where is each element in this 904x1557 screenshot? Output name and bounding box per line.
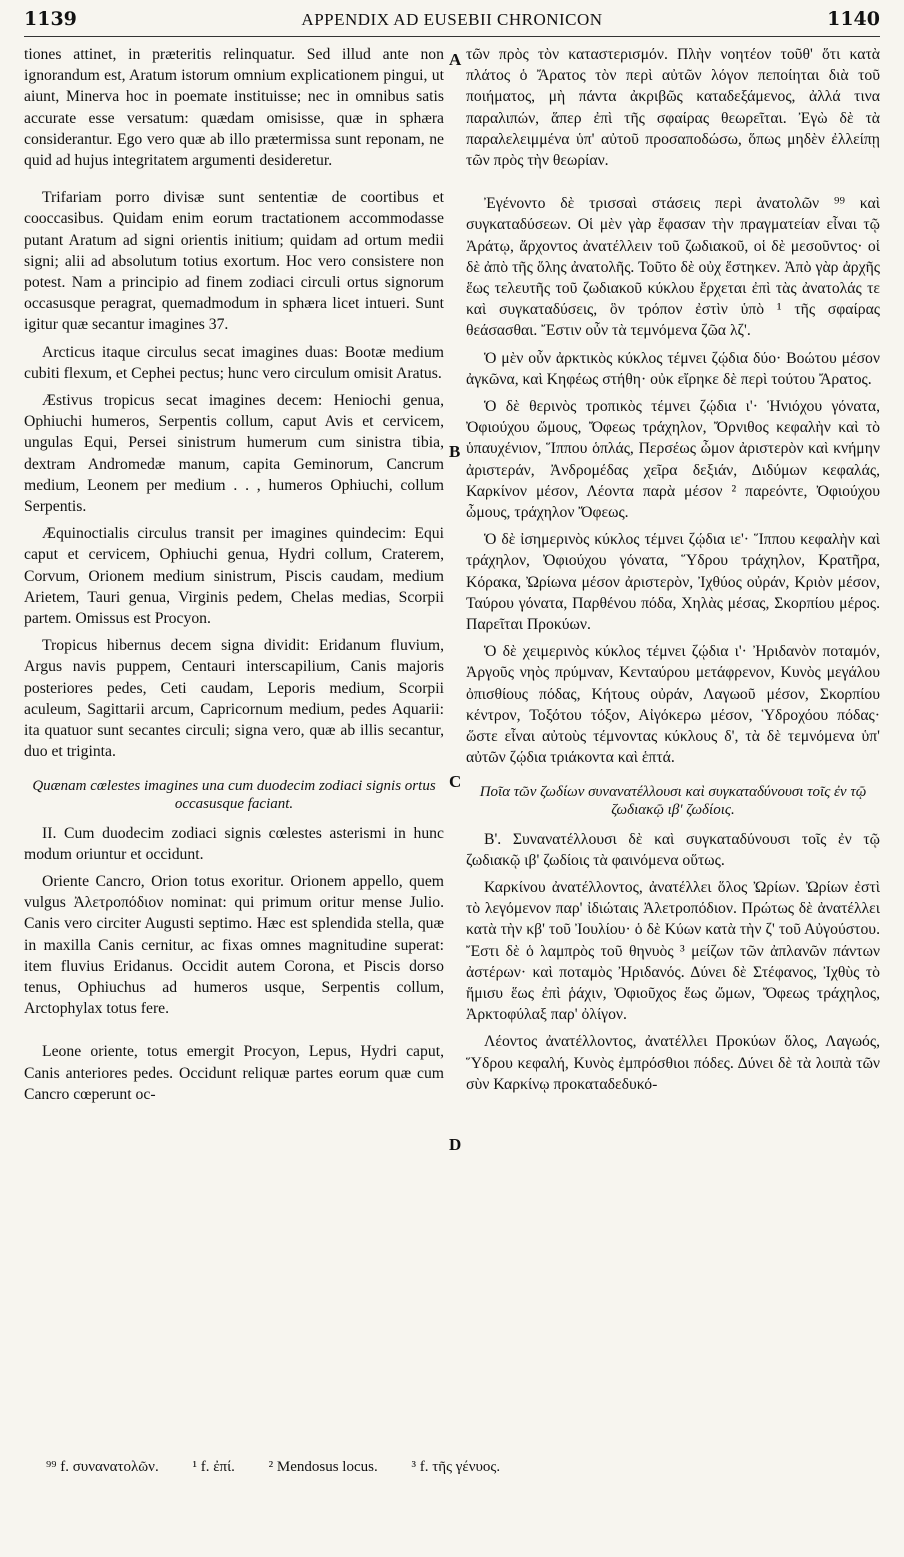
paragraph: Oriente Cancro, Orion totus exoritur. Orionem appello, quem vulgus Ἀλετροπόδιον nominat: qui primum oritur mense Julio. Canis vero circiter Augusti septimo. Hæc est splendida stella, quæ in maxilla Canis cernitur, ac fixas omnes magnitudine superat: item fluvius Eridanus. Occidit autem Corona, et Piscis dorso tenus, Ophiuchus ad humeros usque, Serpentis collum, Arctophylax totus fere. (24, 872, 444, 1018)
footnote: ⁹⁹ f. συνανατολῶν. (46, 1459, 159, 1475)
footnote: ¹ f. ἐπί. (192, 1459, 235, 1475)
paragraph: Β'. Συνανατέλλουσι δὲ καὶ συγκαταδύνουσι τοῖς ἐν τῷ ζωδιακῷ ιβ' ζωδίοις τὰ φαινόμενα οὕτως. (466, 830, 880, 869)
paragraph: Ὁ δὲ θερινὸς τροπικὸς τέμνει ζῴδια ι'· Ἡνιόχου γόνατα, Ὀφιούχου ὤμους, Ὄφεως τράχηλον, Ὄρνιθος κεφαλὴν καὶ τὸ ὑπαυχένιον, Ἵππου ὁπλάς, Περσέως ὦμον ἀριστερὸν καὶ κνήμην ἀριστεράν, Ἀνδρομέδας χεῖρα δεξιάν, Διδύμων κεφαλάς, Καρκίνον μέσον, Λέοντα παρὰ μέσον ² παρεόντε, Ὀφιούχου ὦμους, τράχηλον Ὄφεως. (466, 398, 880, 522)
footnotes (46, 1459, 886, 1476)
margin-letter: A (449, 50, 462, 69)
page-number-right: 1140 (827, 8, 880, 30)
paragraph: Ὁ δὲ χειμερινὸς κύκλος τέμνει ζῴδια ι'· Ἠριδανὸν ποταμόν, Ἀργοῦς νηὸς πρύμναν, Κενταύρου μετάφρενον, Κυνὸς μεγάλου ὀπισθίους πόδας, Κήτους οὐράν, Λαγωοῦ μέσον, Σκορπίου κέντρον, Τοξότου τόξον, Αἰγόκερω μέσον, Ὑδροχόου πόδας· ὥστε εἶναι αὐτοὺς τέμνοντας κύκλους δ', τὰ δὲ τεμνόμενα ὑπ' αὐτῶν ζῴδια τριάκοντα καὶ ἑπτά. (466, 643, 880, 767)
paragraph: II. Cum duodecim zodiaci signis cœlestes asterismi in hunc modum oriuntur et occidunt. (24, 824, 444, 863)
paragraph: tiones attinet, in præteritis relinquatur. Sed illud ante non ignorandum est, Aratum istorum omnium explicationem pingui, ut aiunt, Minerva hoc in poemate instituisse; nec in omnibus satis accurate esse versatum: quædam omisisse, quæ in sphæra considerantur. Ego vero quæ ab illo prætermissa sunt reponam, ne quid ad hujus integritatem argumenti desideretur. (24, 46, 444, 170)
paragraph: Ὁ δὲ ἰσημερινὸς κύκλος τέμνει ζῴδια ιε'· Ἵππου κεφαλὴν καὶ τράχηλον, Ὀφιούχου γόνατα, Ὕδρου τράχηλον, Κρατῆρα, Κόρακα, Ὠρίωνα μέσον ἀριστερὸν, Ἰχθύος οὐράν, Κριὸν μέσον, Ταύρου γόνατα, Παρθένου πόδα, Χηλὰς μέσας, Σκορπίου μέρος. Παρεῖται Προκύων. (466, 531, 880, 634)
section-heading: Ποῖα τῶν ζωδίων συνανατέλλουσι καὶ συγκαταδύνουσι τοῖς ἐν τῷ ζωδιακῷ ιβ' ζωδίοις. (479, 783, 867, 818)
footnote: ² Mendosus locus. (268, 1459, 378, 1475)
paragraph: Trifariam porro divisæ sunt sententiæ de coortibus et cooccasibus. Quidam enim eorum tractationem accommodasse putant Aratum ad signi orientis initium; quidam ad ortum medii signi; alii ad absolutum totius exortum. Hoc vero consistere non potest. Nam a principio ad finem zodiaci circuli ortus signorum occasusque peragrat, quemadmodum in sphæra licet intueri. Sunt igitur quæ secantur imagines 37. (24, 189, 444, 334)
footnote: ³ f. τῆς γένυος. (411, 1459, 501, 1475)
running-title: APPENDIX AD EUSEBII CHRONICON (301, 10, 603, 29)
margin-letter: C (449, 772, 462, 791)
paragraph: Arcticus itaque circulus secat imagines duas: Bootæ medium cubiti flexum, et Cephei pectus; hunc vero circulum omisit Aratus. (24, 343, 444, 382)
paragraph: Καρκίνου ἀνατέλλοντος, ἀνατέλλει ὅλος Ὠρίων. Ὠρίων ἐστὶ τὸ λεγόμενον παρ' ἰδιώταις Ἀλετροπόδιον. Πρώτως δὲ ἀνατέλλει κατὰ τὴν κβ' τοῦ Ἰουλίου· ὁ δὲ Κύων κατὰ τὴν ζ' τοῦ Αὐγούστου. Ἔστι δὲ ὁ λαμπρὸς τοῦ θηνυὸς ³ μείζων τῶν ἀπλανῶν πάντων ἀστέρων· καὶ ποταμὸς Ἠριδανός. Δύνει δὲ Στέφανος, Ἰχθὺς τὸ ἥμισυ ἕως ἐπὶ ῥάχιν, Ὀφιοῦχος ἕως ὤμων, Ὄφεως τράχηλος, Ἀρκτοφύλαξ παρ' ὀλίγον. (466, 878, 880, 1024)
margin-letter: D (449, 1135, 462, 1154)
section-heading: Quænam cœlestes imagines una cum duodecim zodiaci signis ortus occasusque faciant. (32, 777, 436, 812)
paragraph: Ὁ μὲν οὖν ἀρκτικὸς κύκλος τέμνει ζῴδια δύο· Βοώτου μέσον ἀγκῶνα, καὶ Κηφέως στήθη· οὐκ εἴρηκε δὲ περὶ τούτου Ἄρατος. (466, 349, 880, 388)
right-column-greek (466, 44, 880, 1101)
header-rule (24, 36, 880, 37)
paragraph: Λέοντος ἀνατέλλοντος, ἀνατέλλει Προκύων ὅλος, Λαγωός, Ὕδρου κεφαλή, Κυνὸς ἐμπρόσθιοι πόδες. Δύνει δὲ τὰ λοιπὰ τῶν σὺν Καρκίνῳ προκαταδεδυκό- (466, 1033, 880, 1093)
paragraph: Ἐγένοντο δὲ τρισσαὶ στάσεις περὶ ἀνατολῶν ⁹⁹ καὶ συγκαταδύσεων. Οἱ μὲν γὰρ ἔφασαν τὴν πραγματείαν εἶναι τῷ Ἀράτῳ, ἄρχοντος ἀνατέλλειν τοῦ ζωδιακοῦ, οἱ δὲ μεσοῦντος· οἱ δὲ ἀπὸ τῆς ὅλης ἀνατολῆς. Τοῦτο δὲ οὐχ ἕστηκεν. Ἀπὸ γὰρ ἀρχῆς ἕως τελευτῆς τοῦ ζωδιακοῦ κύκλου ἔρχεται ἐπὶ τὰς ἀνατολάς τε καὶ συγκαταδύσεις, ὃν τρόπον ἐστὶν ὑπὸ ¹ τῆς σφαίρας θεάσασθαι. Ἔστιν οὖν τὰ τεμνόμενα ζῶα λζ'. (466, 195, 880, 340)
page-number-left: 1139 (24, 8, 77, 30)
paragraph: Leone oriente, totus emergit Procyon, Lepus, Hydri caput, Canis anteriores pedes. Occidunt reliquæ partes eorum quæ cum Cancro cœperunt oc- (24, 1043, 444, 1103)
paragraph: τῶν πρὸς τὸν καταστερισμόν. Πλὴν νοητέον τοῦθ' ὅτι κατὰ πλάτος ὁ Ἄρατος τὸν περὶ αὐτῶν λόγον πεποίηται διὰ τοῦ ποιήματος, μὴ πάντα ἀκριβῶς καταδεξάμενος, ἀλλά τινα παραλιπών, ἅπερ ἐπὶ τῆς σφαίρας θεωρεῖται. Ἐγὼ δὲ τὰ παραλελειμμένα ὑπ' αὐτοῦ προσαποδώσω, ὅπως μηδὲν ἐλλείπῃ τῶν πρὸς τὴν θεωρίαν. (466, 46, 880, 170)
margin-letter: B (449, 442, 461, 461)
paragraph: Æquinoctialis circulus transit per imagines quindecim: Equi caput et cervicem, Ophiuchi genua, Hydri collum, Craterem, Corvum, Orionem medium sinistrum, Piscis caudam, medium Arietem, Tauri genua, Virginis pedem, Chelas medias, Scorpii partem. Omissus est Procyon. (24, 525, 444, 628)
page-header (0, 8, 904, 36)
paragraph: Tropicus hibernus decem signa dividit: Eridanum fluvium, Argus navis puppem, Centauri interscapilium, Canis majoris posteriores pedes, Ceti caudam, Leporis medium, Scorpii aculeum, Sagittarii arcum, Capricornum medium, pedes Aquarii: ita quatuor sunt secantes circuli; signa vero, quæ ab illis secantur, duo et triginta. (24, 637, 444, 761)
paragraph: Æstivus tropicus secat imagines decem: Heniochi genua, Ophiuchi humeros, Serpentis collum, caput Avis et cervicem, ungulas Equi, Persei sinistrum humerum cum sinistra tibia, dextram Andromedæ manum, capita Geminorum, Cancrum medium, Leonem per medium . . , humeros Ophiuchi, collum Serpentis. (24, 392, 444, 516)
left-column-latin (24, 44, 444, 1111)
